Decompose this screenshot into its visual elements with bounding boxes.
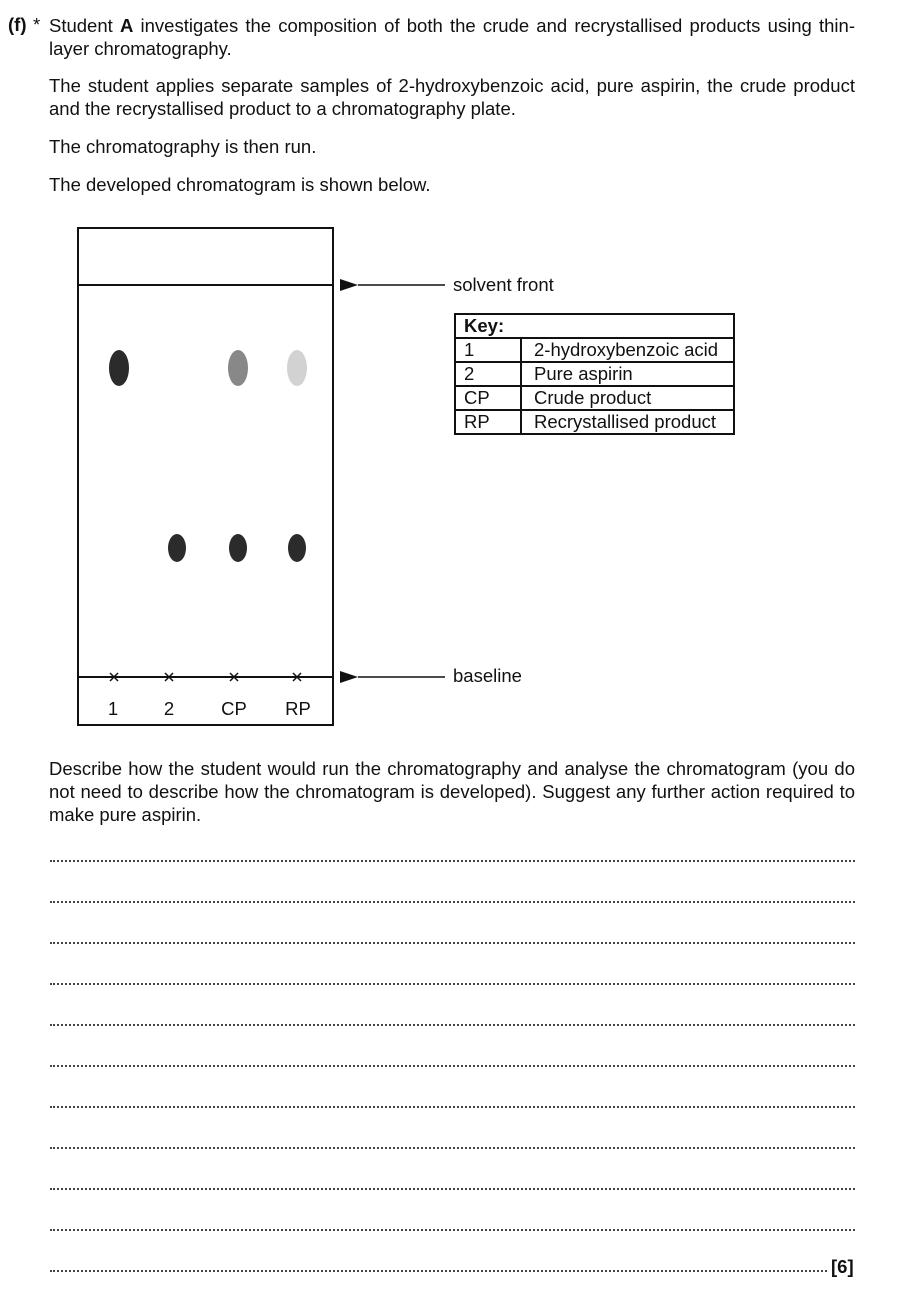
answer-line[interactable] — [50, 1188, 855, 1190]
key-desc: Crude product — [521, 386, 734, 410]
key-code: 1 — [455, 338, 521, 362]
solvent-front-label: solvent front — [453, 274, 554, 295]
answer-line[interactable] — [50, 1024, 855, 1026]
key-row — [455, 410, 734, 434]
answer-line[interactable] — [50, 901, 855, 903]
key-title: Key: — [455, 314, 734, 338]
spot-lane1-upper — [109, 350, 129, 386]
samples-paragraph: The student applies separate samples of 2-hydroxybenzoic acid, pure aspirin, the crude product and the recrystallised product to a chromatography plate. — [49, 75, 855, 119]
question-star: * — [33, 14, 41, 35]
key-desc: 2-hydroxybenzoic acid — [521, 338, 734, 362]
lane-label-cp: CP — [221, 698, 247, 719]
intro-paragraph: Student A investigates the composition of both the crude and recrystallised products using thin-layer chromatography. — [49, 15, 855, 59]
spot-lanecp-upper — [228, 350, 248, 386]
run-paragraph: The chromatography is then run. — [49, 136, 317, 157]
answer-line[interactable] — [50, 1270, 827, 1272]
task-paragraph: Describe how the student would run the chromatography and analyse the chromatogram (you do not need to describe how the chromatogram is developed). Suggest any further action required to make pure aspirin. — [49, 758, 855, 825]
answer-line[interactable] — [50, 1229, 855, 1231]
lane-label-2: 2 — [163, 698, 175, 719]
spot-lanerp-lower — [288, 534, 306, 562]
answer-line[interactable] — [50, 983, 855, 985]
answer-line[interactable] — [50, 1106, 855, 1108]
answer-line[interactable] — [50, 1065, 855, 1067]
key-desc: Recrystallised product — [521, 410, 734, 434]
spot-lanecp-lower — [229, 534, 247, 562]
marks-badge: [6] — [831, 1256, 854, 1277]
answer-line[interactable] — [50, 942, 855, 944]
chromatography-plate — [78, 228, 333, 725]
baseline-label: baseline — [453, 665, 522, 686]
key-table — [454, 313, 735, 435]
key-code: RP — [455, 410, 521, 434]
key-row — [455, 338, 734, 362]
spot-lane2-lower — [168, 534, 186, 562]
key-row — [455, 362, 734, 386]
key-code: CP — [455, 386, 521, 410]
lane-label-1: 1 — [107, 698, 119, 719]
answer-line[interactable] — [50, 860, 855, 862]
spot-lanerp-upper — [287, 350, 307, 386]
key-code: 2 — [455, 362, 521, 386]
question-label: (f) — [8, 14, 27, 35]
key-desc: Pure aspirin — [521, 362, 734, 386]
answer-line[interactable] — [50, 1147, 855, 1149]
student-letter: A — [119, 15, 134, 36]
lane-label-rp: RP — [285, 698, 311, 719]
developed-paragraph: The developed chromatogram is shown below. — [49, 174, 431, 195]
key-row — [455, 386, 734, 410]
